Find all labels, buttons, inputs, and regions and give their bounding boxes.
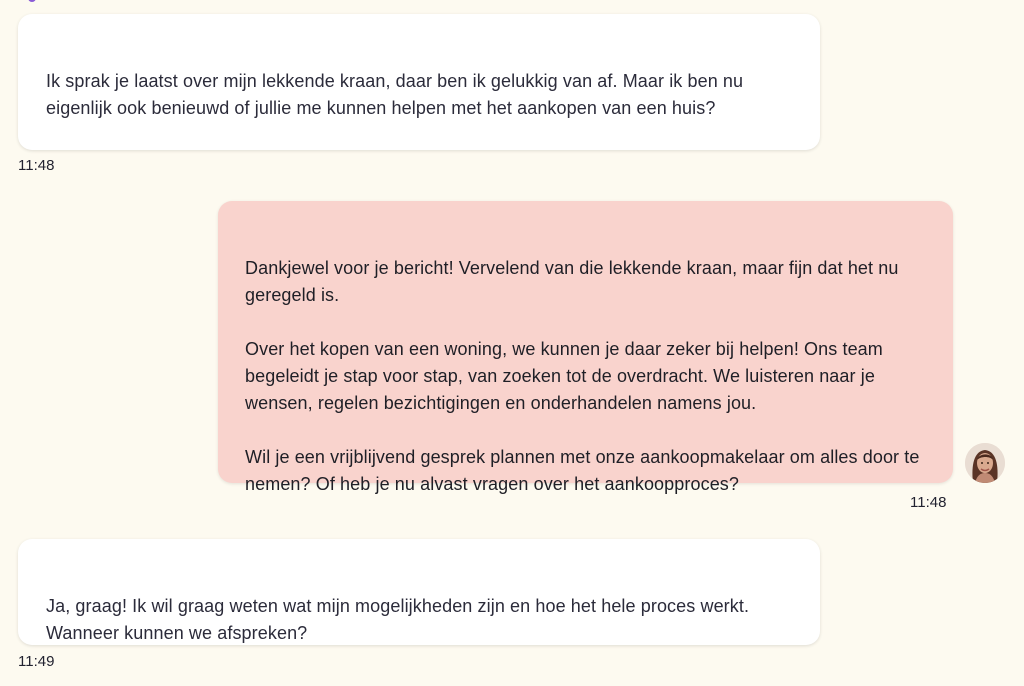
message-text: Ja, graag! Ik wil graag weten wat mijn mogelijkheden zijn en hoe het hele proces werkt. Wanneer kunnen we afspreken? [46,596,750,643]
message-text: Dankjewel voor je bericht! Vervelend van die lekkende kraan, maar fijn dat het nu geregeld is. Over het kopen van een woning, we kunnen je daar zeker bij helpen! Ons team begeleidt je stap voor stap, van zoeken tot de overdracht. We luisteren naar je wensen, regelen bezichtigingen en onderhandelen namens jou. Wil je een vrijblijvend gesprek plannen met onze aankoopmakelaar om alles door te nemen? Of heb je nu alvast vragen over het aankoopproces? [245,258,920,494]
message-text: Ik sprak je laatst over mijn lekkende kraan, daar ben ik gelukkig van af. Maar ik ben nu eigenlijk ook benieuwd of jullie me kunnen helpen met het aankopen van een huis? [46,71,744,118]
message-bubble-user [18,539,820,645]
agent-avatar-icon [965,443,1005,483]
message-timestamp: 11:49 [18,653,55,670]
message-timestamp: 11:48 [18,157,55,174]
message-bubble-user [18,14,820,150]
message-timestamp: 11:48 [910,494,947,511]
message-bubble-agent [218,201,953,494]
scroll-indicator [28,0,36,2]
